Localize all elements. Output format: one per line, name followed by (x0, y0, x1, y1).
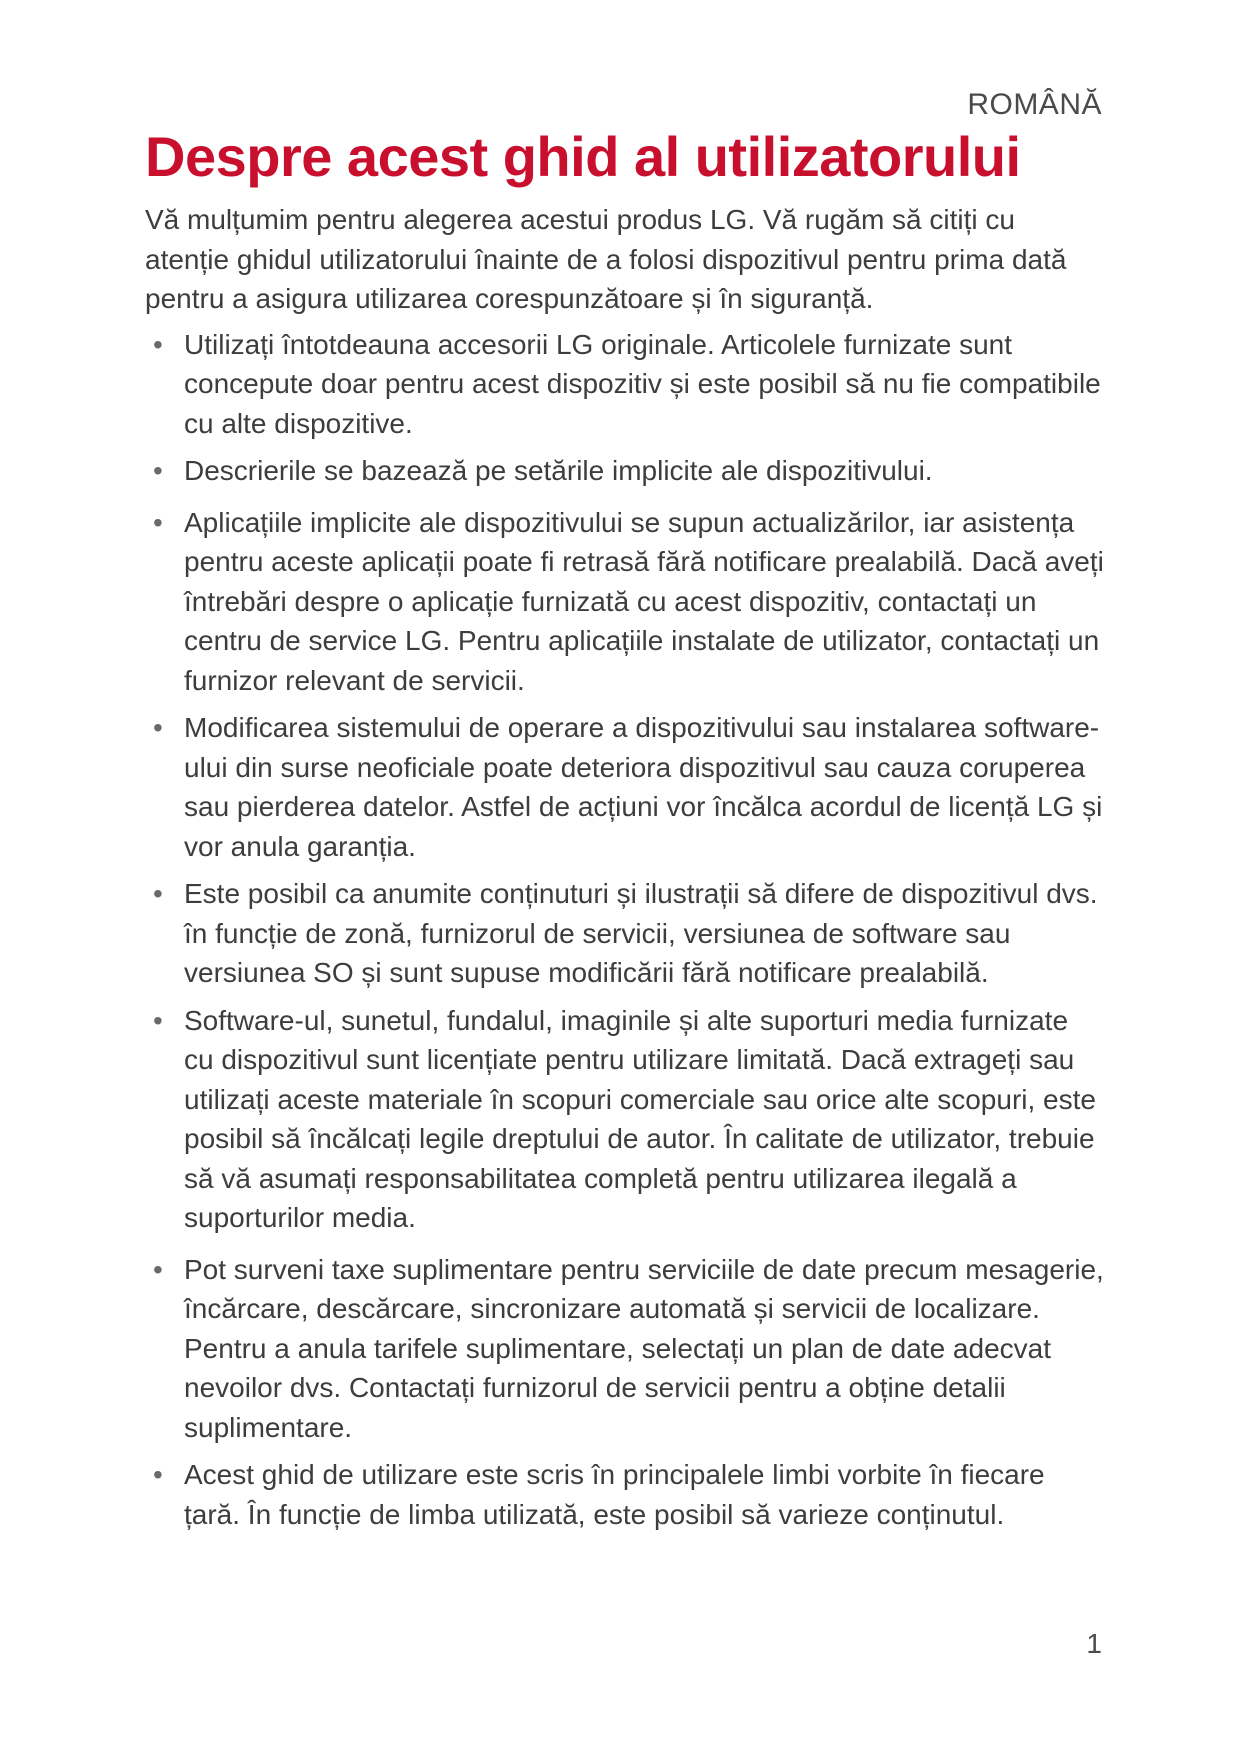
intro-paragraph: Vă mulțumim pentru alegerea acestui produs LG. Vă rugăm să citiți cu atenție ghidul utilizatorului înainte de a folosi dispozitivul pentru prima dată pentru a asigura utilizarea corespunzătoare și în siguranță. (145, 204, 1067, 314)
list-item (145, 325, 1105, 444)
list-item (145, 874, 1105, 993)
list-item-text: Utilizați întotdeauna accesorii LG originale. Articolele furnizate sunt concepute doar pentru acest dispozitiv și este posibil să nu fie compatibile cu alte dispozitive. (184, 328, 1101, 439)
bullet-icon: • (153, 328, 163, 360)
list-item-text: Pot surveni taxe suplimentare pentru serviciile de date precum mesagerie, încărcare, descărcare, sincronizare automată și servicii de localizare. Pentru a anula tarifele suplimentare, selectați un plan de date adecvat nevoilor dvs. Contactați furnizorul de servicii pentru a obține detalii suplimentare. (184, 1253, 1104, 1443)
page-number: 1 (1086, 1628, 1102, 1659)
list-item-text: Descrierile se bazează pe setările implicite ale dispozitivului. (184, 455, 933, 486)
list-item (145, 1455, 1105, 1534)
bullet-icon: • (153, 1004, 163, 1036)
list-item-text: Aplicațiile implicite ale dispozitivului se supun actualizărilor, iar asistența pentru aceste aplicații poate fi retrasă fără notificare prealabilă. Dacă aveți întrebări despre o aplicație furnizată cu acest dispozitiv, contactați un centru de service LG. Pentru aplicațiile instalate de utilizator, contactați un furnizor relevant de servicii. (184, 506, 1104, 696)
bullet-list (145, 325, 1105, 1535)
page-title: Despre acest ghid al utilizatorului (145, 125, 1021, 188)
list-item (145, 503, 1105, 701)
bullet-icon: • (153, 506, 163, 538)
list-item-text: Software-ul, sunetul, fundalul, imaginile și alte suporturi media furnizate cu dispozitivul sunt licențiate pentru utilizare limitată. Dacă extrageți sau utilizați aceste materiale în scopuri comerciale sau orice alte scopuri, este posibil să încălcați legile dreptului de autor. În calitate de utilizator, trebuie să vă asumați responsabilitatea completă pentru utilizarea ilegală a suporturilor media. (184, 1004, 1096, 1233)
list-item (145, 451, 1105, 491)
list-item-text: Modificarea sistemului de operare a dispozitivului sau instalarea software-ului din surse neoficiale poate deteriora dispozitivul sau cauza coruperea sau pierderea datelor. Astfel de acțiuni vor încălca acordul de licență LG și vor anula garanția. (184, 712, 1103, 862)
bullet-icon: • (153, 1459, 163, 1490)
list-item-text: Este posibil ca anumite conținuturi și ilustrații să difere de dispozitivul dvs. în funcție de zonă, furnizorul de servicii, versiunea de software sau versiunea SO și sunt supuse modificării fără notificare prealabilă. (184, 878, 1098, 988)
list-item (145, 708, 1105, 866)
bullet-icon: • (153, 712, 163, 743)
bullet-icon: • (153, 1253, 163, 1285)
language-label: ROMÂNĂ (967, 88, 1102, 121)
bullet-icon: • (153, 455, 163, 486)
list-item (145, 1001, 1105, 1238)
page-content (145, 200, 1105, 1542)
list-item-text: Acest ghid de utilizare este scris în principalele limbi vorbite în fiecare țară. În funcție de limba utilizată, este posibil să varieze conținutul. (184, 1459, 1045, 1530)
list-item (145, 1250, 1105, 1448)
bullet-icon: • (153, 878, 163, 909)
